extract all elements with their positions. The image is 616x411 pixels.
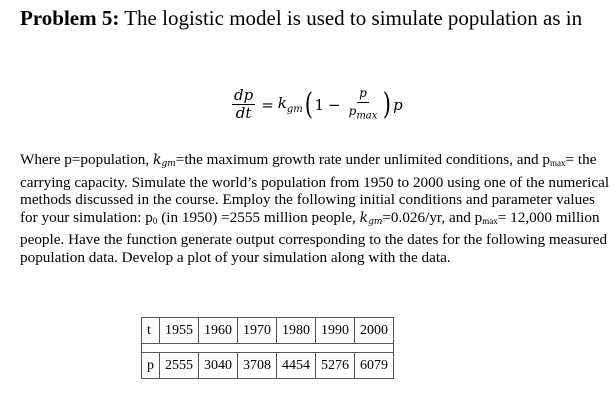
year-cell: 2000 [355,318,394,344]
year-cell: 1955 [160,318,199,344]
equals-sign: = [261,95,274,114]
table-row-gap [142,344,394,353]
ratio-numerator: p [357,86,369,103]
logistic-equation [230,86,403,123]
problem-intro: The logistic model is used to simulate population as in [119,6,583,30]
minus-sign: − [328,95,341,114]
ratio-denominator: $p_{max}$ [348,104,378,122]
growth-rate-symbol: $k_{gm}$ [277,94,303,116]
derivative-denominator: dt [235,104,252,123]
row-label-t: t [142,318,160,344]
population-cell: 3040 [199,353,238,379]
population-cell: 2555 [160,353,199,379]
one: 1 [314,95,325,114]
problem-label: Problem 5: [20,6,120,30]
population-cell: 3708 [238,353,277,379]
year-cell: 1960 [199,318,238,344]
year-cell: 1980 [277,318,316,344]
row-label-p: p [142,353,160,379]
kgm-symbol: $k_{gm}$ [359,209,383,227]
derivative-fraction [232,88,255,121]
population-cell: 5276 [316,353,355,379]
right-paren: ) [383,86,392,122]
year-cell: 1990 [316,318,355,344]
table-row-years [142,318,394,344]
kgm-symbol: $k_{gm}$ [152,152,176,169]
ratio-fraction [347,86,380,123]
year-cell: 1970 [238,318,277,344]
problem-heading [20,6,610,31]
table-gap [142,344,394,353]
derivative-numerator: dp [234,86,254,105]
population-data-table [141,317,394,379]
problem-description: Where p=population, $k_{gm}=the$ maximum growth rate under unlimited conditions, and $p_{max}=$ the carrying capacity. Simulate the world’s population from 1950 to 2000 using one of the numerical methods discussed in the course. Employ the following initial conditions and parameter values for your simulation: $p_0$ (in 1950) =2555 million people, $k_{gm}=0.026/yr$, and $p_{max}= 12,000$ million people. Have the function generate output corresponding to the dates for the following measured population data. Develop a plot of your simulation along with the data. [20,151,610,266]
population-cell: 4454 [277,353,316,379]
population-symbol: p [393,95,403,114]
left-paren: ( [304,86,313,122]
table-row-population [142,353,394,379]
population-cell: 6079 [355,353,394,379]
